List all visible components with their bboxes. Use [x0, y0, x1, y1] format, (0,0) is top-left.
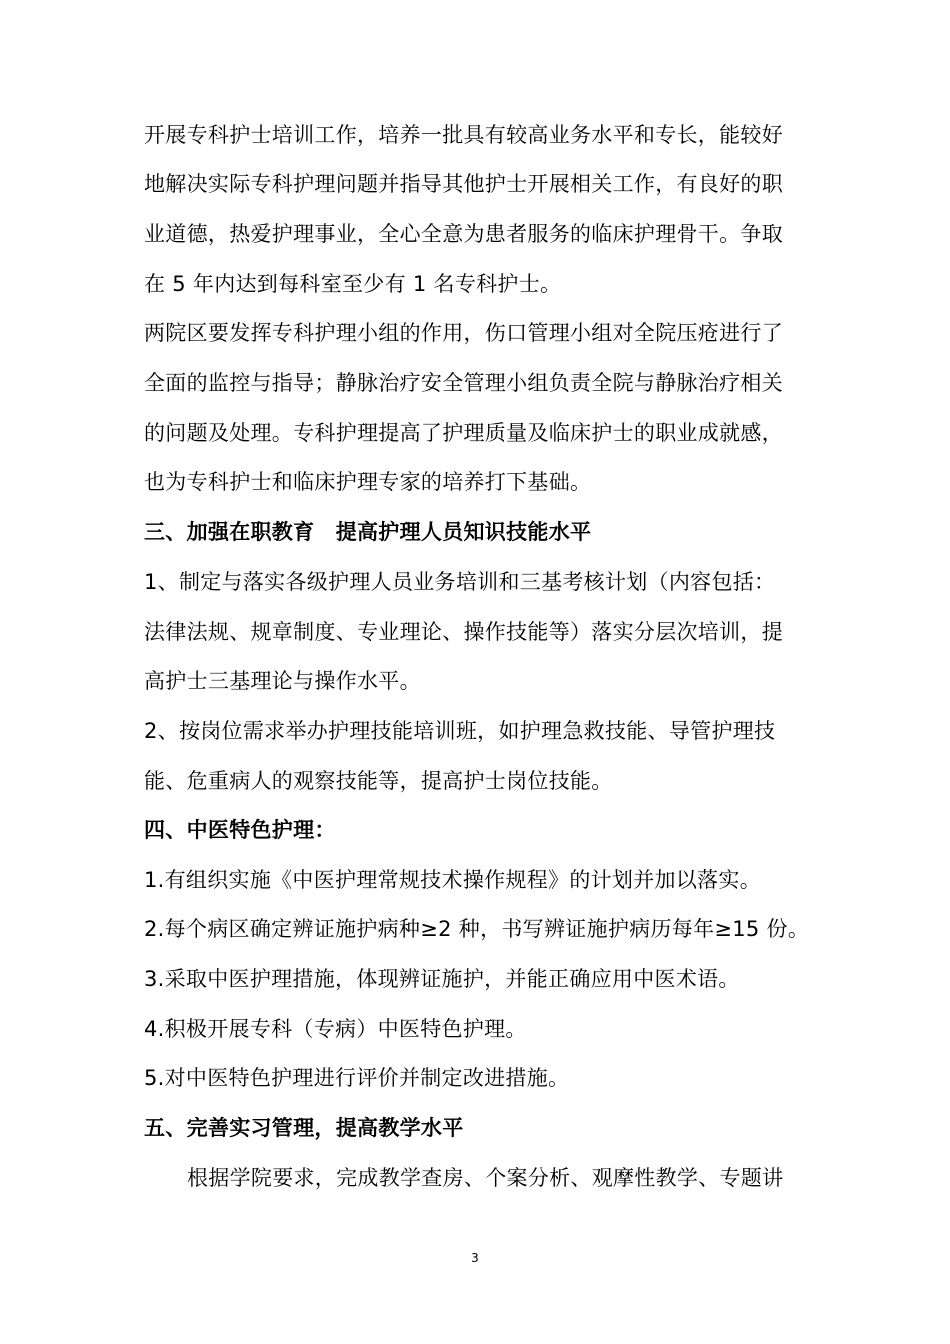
body-text-line: 1.有组织实施《中医护理常规技术操作规程》的计划并加以落实。: [144, 868, 762, 892]
body-text-line: 在 5 年内达到每科室至少有 1 名专科护士。: [144, 272, 562, 296]
body-text-line: 法律法规、规章制度、专业理论、操作技能等）落实分层次培训，提: [144, 620, 783, 644]
body-text-line: 两院区要发挥专科护理小组的作用，伤口管理小组对全院压疮进行了: [144, 321, 783, 345]
section-heading: 五、完善实习管理，提高教学水平: [144, 1116, 464, 1140]
body-text-line: 业道德，热爱护理事业，全心全意为患者服务的临床护理骨干。争取: [144, 222, 783, 246]
body-text-line: 4.积极开展专科（专病）中医特色护理。: [144, 1017, 527, 1041]
body-text-line: 地解决实际专科护理问题并指导其他护士开展相关工作，有良好的职: [144, 172, 783, 196]
section-heading: 三、加强在职教育 提高护理人员知识技能水平: [144, 520, 592, 544]
body-text-line: 开展专科护士培训工作，培养一批具有较高业务水平和专长，能较好: [144, 123, 783, 147]
body-text-line: 2.每个病区确定辨证施护病种≥2 种，书写辨证施护病历每年≥15 份。: [144, 917, 810, 941]
body-text-line: 能、危重病人的观察技能等，提高护士岗位技能。: [144, 769, 613, 793]
body-text-line: 全面的监控与指导；静脉治疗安全管理小组负责全院与静脉治疗相关: [144, 371, 783, 395]
body-text-line: 也为专科护士和临床护理专家的培养打下基础。: [144, 470, 592, 494]
body-text-line: 1、制定与落实各级护理人员业务培训和三基考核计划（内容包括：: [144, 570, 776, 594]
page-number: 3: [471, 1251, 479, 1265]
section-heading: 四、中医特色护理：: [144, 818, 336, 842]
body-text-line: 的问题及处理。专科护理提高了护理质量及临床护士的职业成就感，: [144, 421, 783, 445]
body-text-line: 根据学院要求，完成教学查房、个案分析、观摩性教学、专题讲: [187, 1166, 784, 1190]
body-text-line: 2、按岗位需求举办护理技能培训班，如护理急救技能、导管护理技: [144, 719, 776, 743]
body-text-line: 高护士三基理论与操作水平。: [144, 669, 421, 693]
body-text-line: 3.采取中医护理措施，体现辨证施护，并能正确应用中医术语。: [144, 967, 740, 991]
body-text-line: 5.对中医特色护理进行评价并制定改进措施。: [144, 1066, 570, 1090]
